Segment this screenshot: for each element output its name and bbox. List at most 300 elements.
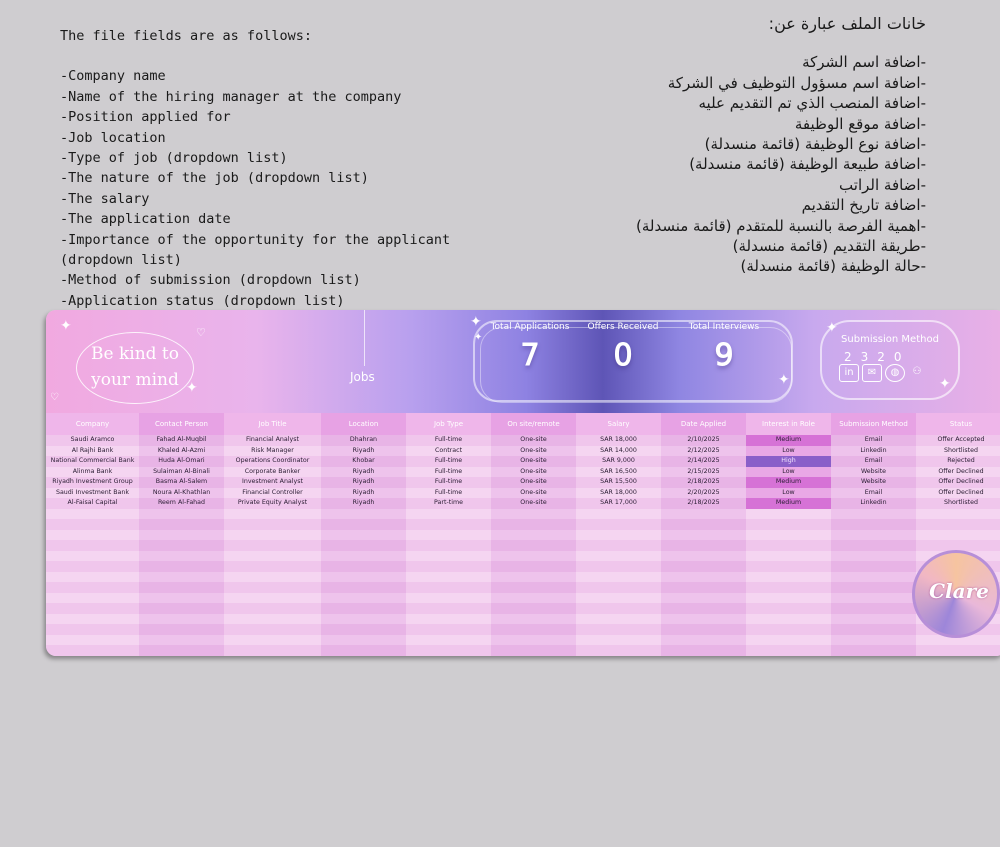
table-cell[interactable] <box>661 614 746 625</box>
table-cell[interactable]: One-site <box>491 435 576 446</box>
table-cell[interactable] <box>321 593 406 604</box>
table-cell[interactable]: Contract <box>406 446 491 457</box>
table-cell[interactable] <box>224 551 321 562</box>
table-row <box>46 540 1000 551</box>
table-cell[interactable]: National Commercial Bank <box>46 456 139 467</box>
table-cell[interactable] <box>46 635 139 646</box>
table-cell[interactable]: Email <box>831 488 916 499</box>
column-header[interactable]: Status <box>916 413 1000 435</box>
table-cell[interactable] <box>916 656 1000 657</box>
table-cell[interactable]: Email <box>831 435 916 446</box>
table-cell[interactable] <box>746 614 831 625</box>
table-cell[interactable] <box>831 519 916 530</box>
table-cell[interactable] <box>661 593 746 604</box>
table-cell[interactable]: Private Equity Analyst <box>224 498 321 509</box>
table-cell[interactable] <box>139 572 224 583</box>
table-cell[interactable] <box>406 509 491 520</box>
table-cell[interactable] <box>576 656 661 657</box>
kpi-value: 0 <box>613 338 633 373</box>
table-cell[interactable] <box>576 519 661 530</box>
table-cell[interactable] <box>224 572 321 583</box>
table-cell[interactable]: One-site <box>491 467 576 478</box>
table-cell[interactable] <box>746 509 831 520</box>
table-cell[interactable]: Shortlisted <box>916 446 1000 457</box>
table-cell[interactable] <box>46 519 139 530</box>
table-cell[interactable] <box>576 561 661 572</box>
table-cell[interactable]: Medium <box>746 477 831 488</box>
table-cell[interactable] <box>46 572 139 583</box>
table-cell[interactable] <box>916 519 1000 530</box>
column-header[interactable]: Location <box>321 413 406 435</box>
table-cell[interactable] <box>916 509 1000 520</box>
table-row <box>46 446 1000 457</box>
table-cell[interactable] <box>491 614 576 625</box>
table-cell[interactable] <box>661 530 746 541</box>
table-cell[interactable] <box>661 645 746 656</box>
table-cell[interactable]: Full-time <box>406 477 491 488</box>
table-cell[interactable]: 2/12/2025 <box>661 446 746 457</box>
table-cell[interactable] <box>746 645 831 656</box>
table-cell[interactable]: Full-time <box>406 456 491 467</box>
table-cell[interactable] <box>491 530 576 541</box>
table-cell[interactable] <box>224 656 321 657</box>
table-cell[interactable] <box>576 540 661 551</box>
table-cell[interactable]: Investment Analyst <box>224 477 321 488</box>
table-cell[interactable]: Saudi Investment Bank <box>46 488 139 499</box>
table-cell[interactable]: 2/20/2025 <box>661 488 746 499</box>
table-cell[interactable]: SAR 18,000 <box>576 435 661 446</box>
table-cell[interactable] <box>746 624 831 635</box>
table-cell[interactable]: Riyadh <box>321 477 406 488</box>
table-cell[interactable]: Rejected <box>916 456 1000 467</box>
table-cell[interactable] <box>831 603 916 614</box>
table-cell[interactable]: High <box>746 456 831 467</box>
table-cell[interactable] <box>661 603 746 614</box>
table-cell[interactable]: Riyadh <box>321 498 406 509</box>
table-cell[interactable] <box>224 614 321 625</box>
table-cell[interactable] <box>321 656 406 657</box>
table-cell[interactable]: SAR 15,500 <box>576 477 661 488</box>
table-cell[interactable] <box>406 561 491 572</box>
dashboard-banner <box>46 310 1000 413</box>
english-item: -Method of submission (dropdown list) <box>60 272 361 289</box>
table-cell[interactable] <box>46 530 139 541</box>
column-header[interactable]: Contact Person <box>139 413 224 435</box>
table-cell[interactable]: Linkedin <box>831 498 916 509</box>
table-cell[interactable] <box>406 582 491 593</box>
table-cell[interactable] <box>321 561 406 572</box>
table-cell[interactable] <box>46 540 139 551</box>
table-cell[interactable] <box>661 572 746 583</box>
table-cell[interactable] <box>831 614 916 625</box>
table-header <box>46 413 1000 435</box>
table-cell[interactable] <box>661 519 746 530</box>
table-cell[interactable] <box>139 519 224 530</box>
table-cell[interactable] <box>224 582 321 593</box>
table-cell[interactable] <box>831 656 916 657</box>
table-row <box>46 530 1000 541</box>
table-cell[interactable] <box>746 561 831 572</box>
table-cell[interactable] <box>224 635 321 646</box>
table-cell[interactable]: Part-time <box>406 498 491 509</box>
table-cell[interactable] <box>661 624 746 635</box>
arabic-item: -اضافة تاريخ التقديم <box>801 196 926 215</box>
english-item: -Position applied for <box>60 109 231 126</box>
table-cell[interactable]: Corporate Banker <box>224 467 321 478</box>
table-cell[interactable] <box>406 551 491 562</box>
table-cell[interactable] <box>139 593 224 604</box>
table-cell[interactable] <box>321 582 406 593</box>
table-cell[interactable] <box>491 624 576 635</box>
table-cell[interactable] <box>321 614 406 625</box>
table-cell[interactable]: SAR 14,000 <box>576 446 661 457</box>
table-cell[interactable]: Financial Analyst <box>224 435 321 446</box>
table-cell[interactable] <box>916 540 1000 551</box>
table-cell[interactable]: Risk Manager <box>224 446 321 457</box>
table-cell[interactable] <box>406 656 491 657</box>
table-cell[interactable] <box>139 635 224 646</box>
table-cell[interactable] <box>576 593 661 604</box>
table-cell[interactable] <box>491 540 576 551</box>
table-cell[interactable]: SAR 16,500 <box>576 467 661 478</box>
column-header[interactable]: Salary <box>576 413 661 435</box>
table-cell[interactable] <box>321 572 406 583</box>
table-row <box>46 572 1000 583</box>
table-cell[interactable]: 2/18/2025 <box>661 498 746 509</box>
table-cell[interactable] <box>746 530 831 541</box>
table-cell[interactable] <box>491 519 576 530</box>
kpi-label: Total Applications <box>490 322 570 332</box>
table-row <box>46 593 1000 604</box>
table-cell[interactable] <box>406 593 491 604</box>
table-cell[interactable] <box>916 645 1000 656</box>
table-cell[interactable] <box>406 645 491 656</box>
table-cell[interactable] <box>491 603 576 614</box>
english-item: -Type of job (dropdown list) <box>60 150 288 167</box>
arabic-item: -اضافة طبيعة الوظيفة (قائمة منسدلة) <box>689 155 926 174</box>
table-cell[interactable] <box>746 635 831 646</box>
table-cell[interactable] <box>661 540 746 551</box>
table-cell[interactable] <box>139 645 224 656</box>
table-cell[interactable]: Saudi Aramco <box>46 435 139 446</box>
table-cell[interactable]: Low <box>746 467 831 478</box>
table-cell[interactable]: Al-Faisal Capital <box>46 498 139 509</box>
table-cell[interactable] <box>576 603 661 614</box>
logo-text: Clare <box>929 579 989 603</box>
table-cell[interactable]: Riyadh <box>321 467 406 478</box>
submission-icons <box>839 364 926 382</box>
motto-line1: Be kind to <box>91 344 179 364</box>
table-cell[interactable] <box>321 645 406 656</box>
table-cell[interactable] <box>661 635 746 646</box>
table-cell[interactable]: Offer Declined <box>916 488 1000 499</box>
table-cell[interactable] <box>46 551 139 562</box>
table-cell[interactable] <box>321 530 406 541</box>
table-cell[interactable] <box>831 624 916 635</box>
english-item: -Name of the hiring manager at the company <box>60 88 402 105</box>
table-cell[interactable] <box>576 635 661 646</box>
kpi-value: 9 <box>714 338 734 373</box>
table-cell[interactable] <box>224 593 321 604</box>
kpi-label: Offers Received <box>587 322 659 332</box>
table-cell[interactable]: Shortlisted <box>916 498 1000 509</box>
table-cell[interactable]: 2/15/2025 <box>661 467 746 478</box>
table-cell[interactable] <box>321 635 406 646</box>
submission-title: Submission Method <box>841 334 939 345</box>
table-cell[interactable] <box>831 530 916 541</box>
table-cell[interactable]: Riyadh <box>321 446 406 457</box>
table-cell[interactable]: Full-time <box>406 467 491 478</box>
table-cell[interactable] <box>576 582 661 593</box>
table-row <box>46 498 1000 509</box>
table-cell[interactable] <box>406 530 491 541</box>
table-cell[interactable] <box>491 645 576 656</box>
column-header[interactable]: Interest in Role <box>746 413 831 435</box>
table-cell[interactable]: Fahad Al-Muqbil <box>139 435 224 446</box>
table-cell[interactable] <box>224 509 321 520</box>
table-row <box>46 603 1000 614</box>
table-cell[interactable] <box>46 561 139 572</box>
table-cell[interactable] <box>491 509 576 520</box>
table-cell[interactable] <box>831 572 916 583</box>
table-cell[interactable]: Noura Al-Khathlan <box>139 488 224 499</box>
table-row <box>46 582 1000 593</box>
english-instructions <box>60 26 520 311</box>
table-cell[interactable] <box>406 540 491 551</box>
sparkle-icon: ✦ <box>470 314 482 330</box>
table-cell[interactable]: Riyadh <box>321 488 406 499</box>
table-cell[interactable]: Full-time <box>406 488 491 499</box>
table-cell[interactable] <box>46 593 139 604</box>
table-cell[interactable] <box>224 645 321 656</box>
table-cell[interactable] <box>46 509 139 520</box>
table-cell[interactable] <box>491 561 576 572</box>
table-row <box>46 456 1000 467</box>
table-cell[interactable] <box>491 551 576 562</box>
table-cell[interactable] <box>139 551 224 562</box>
table-cell[interactable]: Basma Al-Salem <box>139 477 224 488</box>
table-cell[interactable] <box>746 593 831 604</box>
column-header[interactable]: Job Title <box>224 413 321 435</box>
table-cell[interactable]: Website <box>831 477 916 488</box>
table-cell[interactable] <box>321 624 406 635</box>
table-cell[interactable]: Khaled Al-Azmi <box>139 446 224 457</box>
table-cell[interactable] <box>139 509 224 520</box>
table-cell[interactable]: One-site <box>491 488 576 499</box>
table-cell[interactable] <box>576 645 661 656</box>
count-other: 0 <box>893 350 911 364</box>
table-cell[interactable] <box>746 540 831 551</box>
table-cell[interactable]: Huda Al-Omari <box>139 456 224 467</box>
table-cell[interactable] <box>406 572 491 583</box>
table-cell[interactable] <box>746 603 831 614</box>
table-cell[interactable]: Dhahran <box>321 435 406 446</box>
kpi-total-applications <box>480 310 580 373</box>
table-cell[interactable] <box>831 582 916 593</box>
table-cell[interactable] <box>576 614 661 625</box>
table-cell[interactable]: Medium <box>746 435 831 446</box>
column-header[interactable]: Submission Method <box>831 413 916 435</box>
table-cell[interactable] <box>139 624 224 635</box>
table-cell[interactable] <box>46 582 139 593</box>
table-cell[interactable] <box>406 635 491 646</box>
table-cell[interactable]: Offer Declined <box>916 477 1000 488</box>
table-cell[interactable] <box>139 561 224 572</box>
table-cell[interactable] <box>406 603 491 614</box>
table-cell[interactable] <box>491 582 576 593</box>
table-cell[interactable]: One-site <box>491 498 576 509</box>
english-items <box>60 66 520 311</box>
table-row <box>46 519 1000 530</box>
table-cell[interactable] <box>916 530 1000 541</box>
column-header[interactable]: On site/remote <box>491 413 576 435</box>
table-cell[interactable] <box>831 645 916 656</box>
table-cell[interactable] <box>321 519 406 530</box>
sheet-label: Jobs <box>350 370 375 384</box>
table-cell[interactable] <box>831 635 916 646</box>
arabic-title: خانات الملف عبارة عن: <box>768 14 926 33</box>
table-cell[interactable]: Medium <box>746 498 831 509</box>
table-cell[interactable] <box>46 603 139 614</box>
table-cell[interactable] <box>46 656 139 657</box>
sparkle-icon: ✦ <box>939 376 951 392</box>
table-cell[interactable]: Low <box>746 446 831 457</box>
table-cell[interactable]: Al Rajhi Bank <box>46 446 139 457</box>
table-cell[interactable] <box>491 635 576 646</box>
count-linkedin: 2 <box>844 350 861 364</box>
table-cell[interactable] <box>139 540 224 551</box>
table-cell[interactable] <box>576 624 661 635</box>
table-cell[interactable]: Offer Accepted <box>916 435 1000 446</box>
table-cell[interactable]: SAR 9,000 <box>576 456 661 467</box>
table-cell[interactable]: Website <box>831 467 916 478</box>
table-cell[interactable] <box>576 530 661 541</box>
table-cell[interactable] <box>46 645 139 656</box>
table-cell[interactable] <box>46 614 139 625</box>
table-cell[interactable]: Sulaiman Al-Binali <box>139 467 224 478</box>
applications-table <box>46 413 1000 656</box>
table-cell[interactable]: Offer Declined <box>916 467 1000 478</box>
table-cell[interactable] <box>224 519 321 530</box>
table-cell[interactable]: SAR 18,000 <box>576 488 661 499</box>
table-cell[interactable] <box>406 614 491 625</box>
arabic-item: -اهمية الفرصة بالنسبة للمتقدم (قائمة منسدلة) <box>636 216 926 235</box>
sparkle-icon: ✦ <box>60 318 72 334</box>
column-header[interactable]: Company <box>46 413 139 435</box>
table-cell[interactable] <box>224 624 321 635</box>
arabic-items <box>566 52 926 276</box>
table-cell[interactable] <box>746 572 831 583</box>
table-cell[interactable] <box>46 624 139 635</box>
table-cell[interactable]: Riyadh Investment Group <box>46 477 139 488</box>
table-cell[interactable] <box>406 519 491 530</box>
table-row <box>46 645 1000 656</box>
arabic-item: -اضافة اسم الشركة <box>802 53 926 72</box>
table-cell[interactable] <box>661 561 746 572</box>
table-cell[interactable]: 2/14/2025 <box>661 456 746 467</box>
table-cell[interactable] <box>491 572 576 583</box>
table-cell[interactable] <box>491 656 576 657</box>
column-header[interactable]: Job Type <box>406 413 491 435</box>
table-cell[interactable]: Email <box>831 456 916 467</box>
table-cell[interactable] <box>576 572 661 583</box>
table-row <box>46 509 1000 520</box>
table-row <box>46 656 1000 657</box>
table-cell[interactable] <box>321 603 406 614</box>
table-cell[interactable]: Reem Al-Fahad <box>139 498 224 509</box>
arabic-item: -اضافة نوع الوظيفة (قائمة منسدلة) <box>704 135 926 154</box>
submission-counts <box>844 350 911 364</box>
arabic-item: -اضافة المنصب الذي تم التقديم عليه <box>698 94 926 113</box>
table-cell[interactable] <box>139 530 224 541</box>
table-cell[interactable] <box>139 582 224 593</box>
table-cell[interactable] <box>321 509 406 520</box>
table-cell[interactable] <box>746 519 831 530</box>
column-header[interactable]: Date Applied <box>661 413 746 435</box>
table-cell[interactable] <box>746 656 831 657</box>
table-row <box>46 624 1000 635</box>
table-cell[interactable] <box>831 593 916 604</box>
table-row <box>46 561 1000 572</box>
table-cell[interactable]: One-site <box>491 477 576 488</box>
table-cell[interactable] <box>576 551 661 562</box>
table-cell[interactable] <box>491 593 576 604</box>
kpi-label: Total Interviews <box>688 322 760 332</box>
table-cell[interactable]: 2/18/2025 <box>661 477 746 488</box>
arabic-item: -اضافة موقع الوظيفة <box>794 114 926 133</box>
table-cell[interactable] <box>746 551 831 562</box>
table-cell[interactable] <box>831 509 916 520</box>
table-cell[interactable] <box>576 509 661 520</box>
table-cell[interactable] <box>224 540 321 551</box>
table-cell[interactable] <box>321 551 406 562</box>
table-cell[interactable] <box>224 603 321 614</box>
table-cell[interactable]: Khobar <box>321 456 406 467</box>
table-cell[interactable]: SAR 17,000 <box>576 498 661 509</box>
table-cell[interactable] <box>139 614 224 625</box>
count-email: 3 <box>860 350 878 364</box>
table-cell[interactable] <box>321 540 406 551</box>
table-cell[interactable] <box>224 530 321 541</box>
table-cell[interactable] <box>661 551 746 562</box>
table-cell[interactable] <box>661 656 746 657</box>
english-item: -The nature of the job (dropdown list) <box>60 170 369 187</box>
table-cell[interactable] <box>406 624 491 635</box>
table-cell[interactable] <box>831 540 916 551</box>
table-cell[interactable]: Financial Controller <box>224 488 321 499</box>
table-cell[interactable]: Operations Coordinator <box>224 456 321 467</box>
table-cell[interactable]: Full-time <box>406 435 491 446</box>
table-row <box>46 488 1000 499</box>
table-cell[interactable]: 2/10/2025 <box>661 435 746 446</box>
table-cell[interactable] <box>661 582 746 593</box>
arabic-item: -اضافة الراتب <box>839 175 926 194</box>
table-cell[interactable] <box>746 582 831 593</box>
table-cell[interactable]: One-site <box>491 456 576 467</box>
table-cell[interactable] <box>224 561 321 572</box>
table-cell[interactable] <box>139 603 224 614</box>
email-icon: ✉ <box>862 364 882 382</box>
table-cell[interactable]: One-site <box>491 446 576 457</box>
arabic-item: -حالة الوظيفة (قائمة منسدلة) <box>740 257 926 276</box>
table-cell[interactable] <box>831 551 916 562</box>
table-cell[interactable]: Linkedin <box>831 446 916 457</box>
table-cell[interactable] <box>831 561 916 572</box>
table-cell[interactable]: Alinma Bank <box>46 467 139 478</box>
table-cell[interactable]: Low <box>746 488 831 499</box>
table-cell[interactable] <box>661 509 746 520</box>
table-cell[interactable] <box>139 656 224 657</box>
